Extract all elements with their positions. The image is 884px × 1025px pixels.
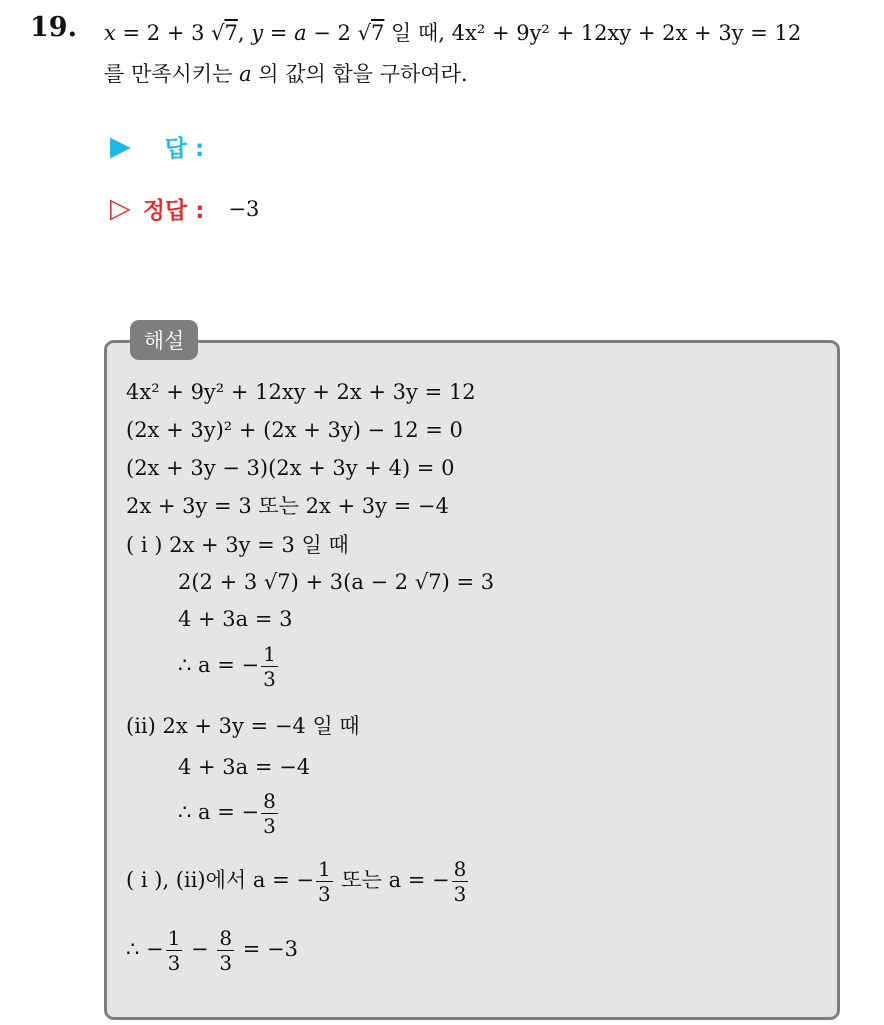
final-middle: −: [184, 937, 216, 961]
fraction-numerator: 1: [167, 926, 181, 950]
case1-result: [178, 642, 280, 691]
answer-label: 답 :: [164, 136, 205, 162]
solution-line: 4 + 3a = 3: [178, 607, 293, 631]
fraction-numerator: 1: [317, 857, 331, 881]
final-line: [126, 926, 298, 975]
fraction-numerator: 8: [263, 789, 276, 813]
question-text-pre: 를 만족시키는: [104, 62, 240, 86]
outline-triangle-icon: ▷: [110, 193, 131, 224]
question-var: a: [239, 62, 252, 86]
var-a: a: [294, 21, 307, 45]
comma: ,: [237, 21, 252, 45]
case2-prefix: ∴ a = −: [178, 800, 260, 824]
solution-line: (2x + 3y)² + (2x + 3y) − 12 = 0: [126, 418, 463, 442]
fraction-numerator: 8: [453, 857, 467, 881]
solution-line: 4x² + 9y² + 12xy + 2x + 3y = 12: [126, 380, 476, 404]
solution-line: ( i ) 2x + 3y = 3 일 때: [126, 533, 349, 557]
fraction: [261, 642, 278, 691]
question-line-1: [104, 17, 801, 47]
fraction-denominator: 3: [453, 882, 467, 906]
fraction: [452, 857, 469, 906]
var-x: x: [104, 21, 116, 45]
solution-line: 2x + 3y = 3 또는 2x + 3y = −4: [126, 494, 449, 518]
final-result: = −3: [236, 937, 298, 961]
question-text-post: 의 값의 합을 구하여라.: [251, 62, 468, 86]
fraction-denominator: 3: [317, 882, 331, 906]
summary-middle: 또는 a = −: [334, 868, 450, 892]
solution-line: (2x + 3y − 3)(2x + 3y + 4) = 0: [126, 456, 455, 480]
solution-line: (ii) 2x + 3y = −4 일 때: [126, 714, 360, 738]
correct-answer-label: 정답 :: [142, 198, 205, 224]
case1-prefix: ∴ a = −: [178, 653, 260, 677]
question-line-2: [104, 58, 468, 88]
y-equals: =: [263, 21, 295, 45]
correct-answer-row: [110, 192, 259, 225]
correct-answer-value: −3: [228, 196, 260, 221]
play-triangle-icon: ▶: [110, 131, 131, 162]
fraction: [166, 926, 183, 975]
final-prefix: ∴ −: [126, 937, 164, 961]
x-radicand: 7: [224, 21, 238, 45]
solution-line: 2(2 + 3 √7) + 3(a − 2 √7) = 3: [178, 570, 495, 594]
fraction: [217, 926, 234, 975]
solution-tag: 해설: [130, 320, 198, 360]
condition-word: 일 때,: [384, 21, 452, 45]
fraction-denominator: 3: [167, 951, 181, 975]
y-radicand: 7: [370, 21, 385, 45]
case2-result: [178, 789, 280, 838]
var-y: y: [251, 21, 264, 45]
summary-prefix: ( i ), (ii)에서 a = −: [126, 868, 314, 892]
fraction-denominator: 3: [219, 951, 233, 975]
answer-row: [110, 130, 204, 163]
fraction-numerator: 1: [263, 642, 276, 666]
x-definition: = 2 + 3 √: [115, 21, 225, 45]
fraction-numerator: 8: [219, 926, 233, 950]
fraction-denominator: 3: [263, 667, 276, 691]
question-number: 19.: [30, 12, 77, 43]
solution-line: 4 + 3a = −4: [178, 755, 311, 779]
y-definition: − 2 √: [306, 21, 371, 45]
fraction: [316, 857, 333, 906]
fraction-denominator: 3: [263, 814, 276, 838]
fraction: [261, 789, 278, 838]
summary-line: [126, 857, 470, 906]
given-equation: 4x² + 9y² + 12xy + 2x + 3y = 12: [451, 21, 802, 45]
